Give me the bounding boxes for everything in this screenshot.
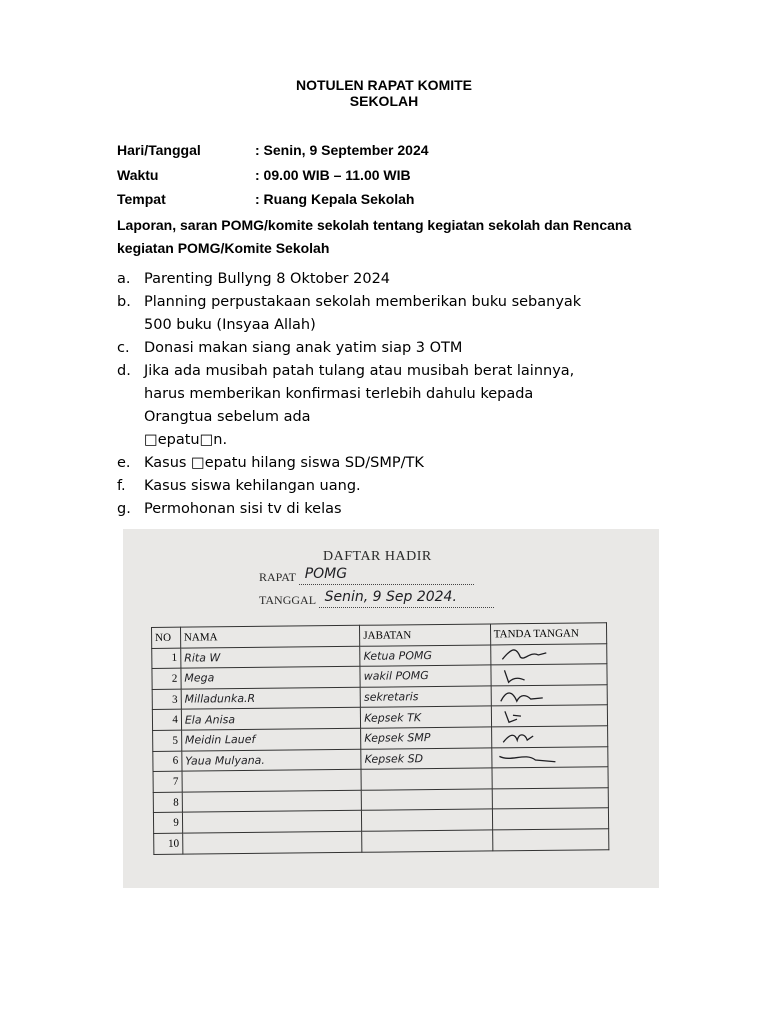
cell-jabatan [360, 665, 491, 687]
list-item [117, 498, 617, 521]
cell-no [152, 710, 181, 731]
list-item-line: Orangtua sebelum ada [144, 409, 311, 425]
list-item [117, 268, 617, 291]
meta-row-place [117, 191, 414, 207]
meta-value: : 09.00 WIB – 11.00 WIB [255, 167, 411, 183]
no-text: 10 [168, 837, 180, 850]
list-item-line: □epatu□n. [144, 432, 228, 448]
tanggal-value: Senin, 9 Sep 2024. [324, 589, 457, 605]
rapat-row [259, 566, 474, 585]
cell-no [153, 751, 182, 772]
jabatan-text: Ketua POMG [363, 648, 433, 663]
table-row [154, 829, 609, 854]
jabatan-text: wakil POMG [363, 669, 429, 684]
tanggal-row [259, 589, 494, 608]
cell-nama [182, 790, 362, 812]
jabatan-text: Kepsek SMP [364, 731, 431, 746]
meta-value: : Senin, 9 September 2024 [255, 142, 429, 158]
list-marker: a. [117, 271, 131, 287]
meta-key: Waktu [117, 167, 159, 183]
header-no: NO [152, 627, 181, 648]
header-jabatan: JABATAN [360, 624, 491, 646]
agenda-list [117, 268, 617, 521]
cell-no [153, 730, 182, 751]
nama-text: Rita W [184, 651, 221, 665]
signature-mark [494, 666, 564, 685]
signature-mark [495, 748, 565, 767]
cell-tanda-tangan [492, 787, 609, 809]
cell-no [153, 771, 182, 792]
jabatan-text: Kepsek SD [364, 752, 424, 766]
no-text: 3 [172, 693, 178, 706]
cell-nama [182, 769, 362, 791]
document-title [0, 77, 768, 109]
list-item-line: harus memberikan konfirmasi terlebih dahulu kepada [144, 386, 534, 402]
no-text: 1 [171, 652, 178, 665]
header-nama: NAMA [180, 625, 360, 647]
meta-row-time [117, 167, 411, 183]
no-text: 5 [172, 734, 179, 747]
title-line-2: SEKOLAH [349, 93, 419, 109]
cell-jabatan [360, 686, 491, 708]
cell-jabatan [360, 645, 491, 667]
cell-jabatan [361, 748, 492, 770]
cell-tanda-tangan [490, 643, 607, 665]
cell-nama [181, 646, 361, 668]
jabatan-text: Kepsek TK [364, 710, 422, 725]
signature-mark [494, 686, 564, 705]
list-item-line: Kasus siswa kehilangan uang. [144, 478, 361, 494]
meta-row-date [117, 142, 429, 158]
list-item-line: Kasus □epatu hilang siswa SD/SMP/TK [144, 455, 424, 471]
list-item [117, 291, 617, 337]
cell-tanda-tangan [491, 746, 608, 768]
cell-tanda-tangan [491, 705, 608, 727]
list-item-line: 500 buku (Insyaa Allah) [144, 317, 316, 333]
header-tanda-tangan: TANDA TANGAN [490, 623, 607, 645]
title-line-1: NOTULEN RAPAT KOMITE [295, 77, 473, 93]
cell-jabatan [361, 727, 492, 749]
cell-nama [181, 666, 361, 688]
list-item [117, 452, 617, 475]
cell-jabatan [362, 809, 493, 831]
list-item [117, 337, 617, 360]
nama-text: Meidin Lauef [184, 733, 256, 747]
signature-mark [494, 645, 564, 664]
list-marker: b. [117, 294, 131, 310]
list-item-line: Jika ada musibah patah tulang atau musibah berat lainnya, [144, 363, 575, 379]
cell-tanda-tangan [492, 808, 609, 830]
meta-key: Tempat [117, 191, 166, 207]
signature-mark [495, 707, 565, 726]
nama-text: Mega [184, 671, 215, 686]
nama-text: Yaua Mulyana. [185, 753, 265, 768]
cell-tanda-tangan [491, 685, 608, 707]
section-heading: Laporan, saran POMG/komite sekolah tentang kegiatan sekolah dan Rencana kegiatan POMG/Komite Sekolah [117, 217, 632, 256]
no-text: 2 [171, 672, 178, 685]
nama-text: Ela Anisa [184, 712, 236, 727]
attendance-title: DAFTAR HADIR [323, 549, 432, 564]
cell-jabatan [361, 789, 492, 811]
attendance-photo [123, 529, 659, 888]
no-text: 7 [172, 775, 179, 788]
cell-no [152, 689, 181, 710]
list-marker: f. [117, 478, 126, 494]
cell-no [152, 668, 181, 689]
jabatan-text: sekretaris [363, 690, 419, 704]
meta-value: : Ruang Kepala Sekolah [255, 191, 415, 207]
cell-tanda-tangan [492, 829, 609, 851]
no-text: 6 [172, 755, 179, 768]
rapat-label: RAPAT [259, 570, 296, 584]
list-marker: c. [117, 340, 130, 356]
cell-nama [181, 687, 361, 709]
signature-mark [495, 727, 565, 746]
nama-text: Milladunka.R [184, 691, 256, 706]
list-marker: g. [117, 501, 131, 517]
cell-jabatan [361, 768, 492, 790]
tanggal-label: TANGGAL [259, 593, 316, 607]
list-item-line: Donasi makan siang anak yatim siap 3 OTM [144, 340, 463, 356]
cell-tanda-tangan [491, 664, 608, 686]
no-text: 9 [173, 816, 179, 829]
rapat-value: POMG [304, 566, 348, 582]
cell-tanda-tangan [491, 726, 608, 748]
list-item-line: Planning perpustakaan sekolah memberikan buku sebanyak [144, 294, 582, 310]
no-text: 8 [173, 796, 179, 809]
cell-nama [181, 708, 361, 730]
cell-tanda-tangan [492, 767, 609, 789]
no-text: 4 [172, 713, 178, 726]
list-item-line: Permohonan sisi tv di kelas [144, 501, 342, 517]
attendance-table [151, 622, 609, 854]
cell-jabatan [362, 830, 493, 852]
cell-no [152, 648, 181, 669]
list-item [117, 475, 617, 498]
list-item-line: Parenting Bullyng 8 Oktober 2024 [144, 271, 391, 287]
cell-jabatan [361, 706, 492, 728]
meta-key: Hari/Tanggal [117, 142, 201, 158]
cell-no [154, 833, 183, 854]
cell-nama [182, 749, 362, 771]
cell-nama [182, 811, 362, 833]
cell-no [153, 813, 182, 834]
cell-no [153, 792, 182, 813]
cell-nama [181, 728, 361, 750]
cell-nama [182, 831, 362, 853]
list-item [117, 360, 617, 452]
list-marker: d. [117, 363, 131, 379]
list-marker: e. [117, 455, 131, 471]
